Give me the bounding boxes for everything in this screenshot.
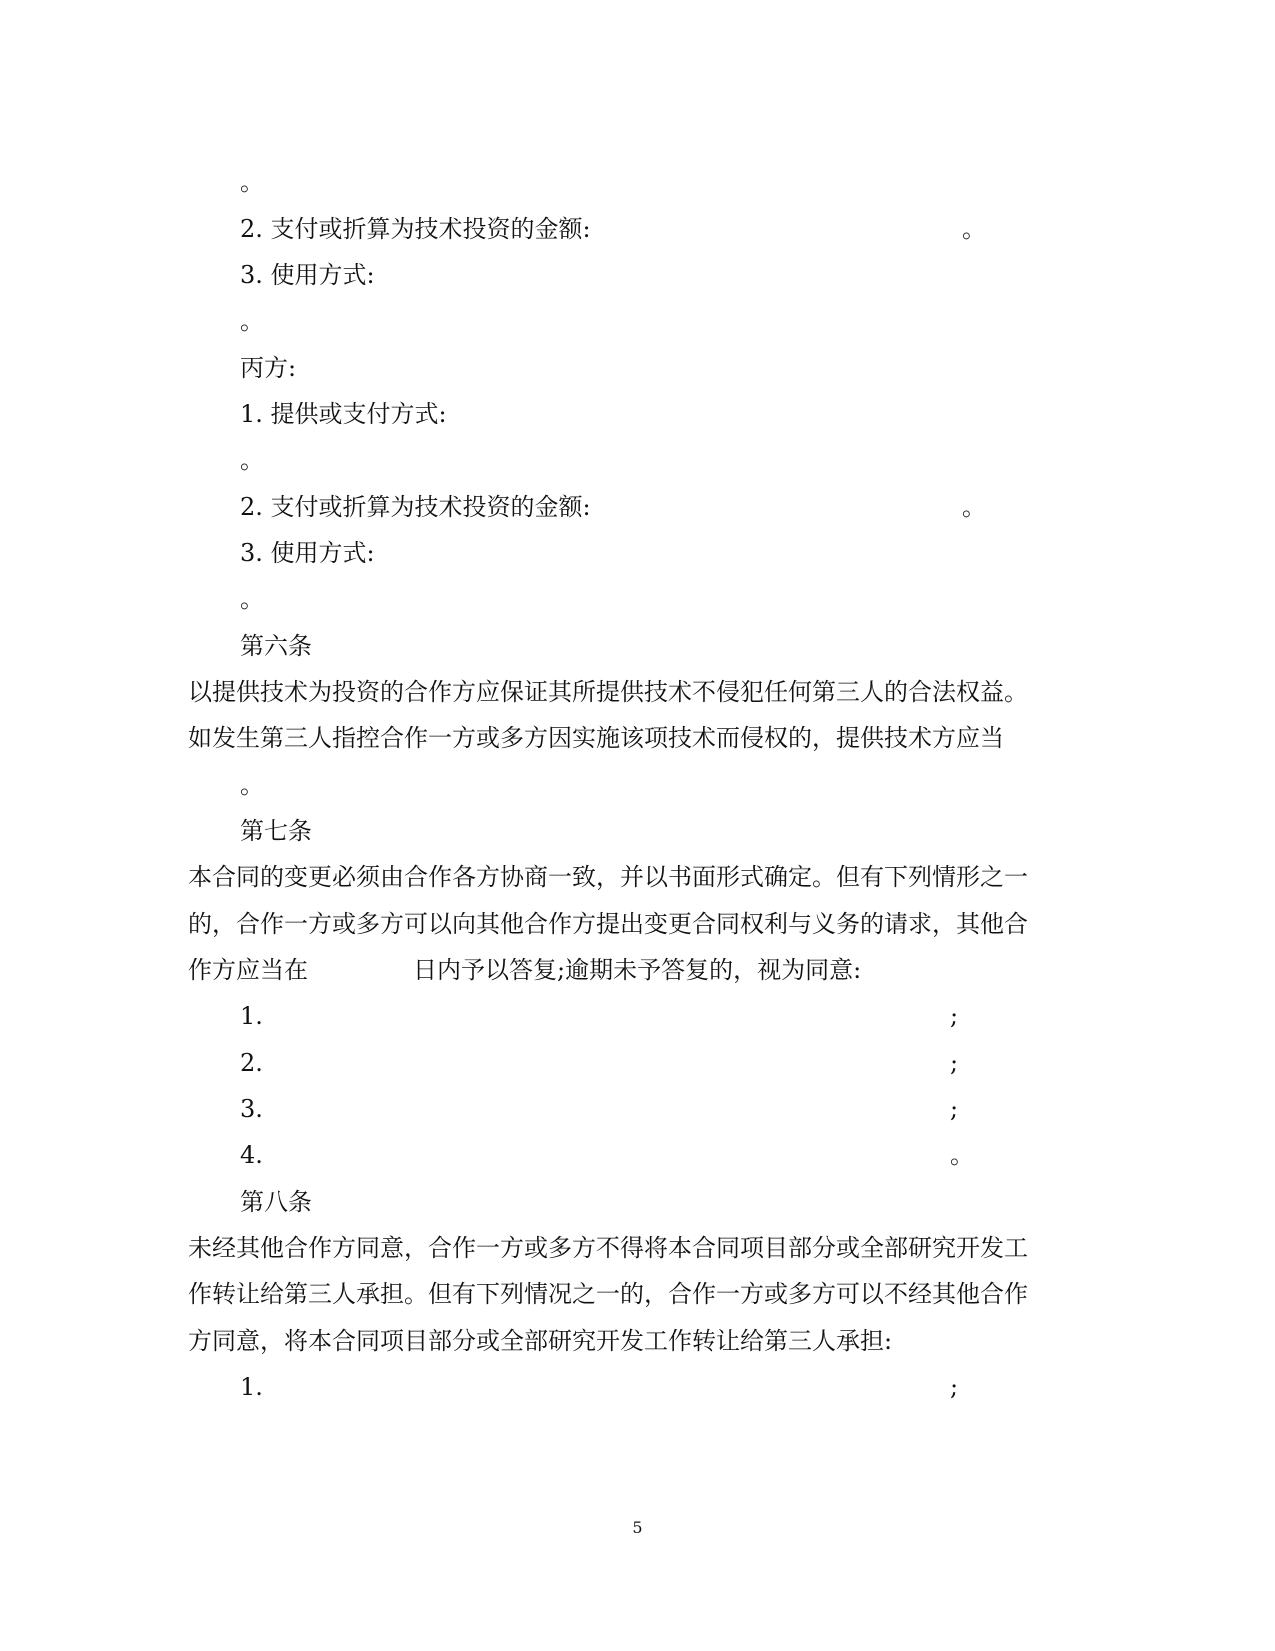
text-line: 3. 使用方式: xyxy=(240,539,375,567)
text-line: 作转让给第三人承担。但有下列情况之一的，合作一方或多方可以不经其他合作 xyxy=(188,1280,1028,1308)
text-line: 3. 使用方式: xyxy=(240,261,375,289)
page-number: 5 xyxy=(632,1518,643,1537)
blank-end-mark: 。 xyxy=(962,215,986,243)
text-line: 作方应当在 xyxy=(188,956,308,984)
text-line: 的，合作一方或多方可以向其他合作方提出变更合同权利与义务的请求，其他合 xyxy=(188,910,1028,938)
text-line: 2. 支付或折算为技术投资的金额: xyxy=(240,215,591,243)
text-line: 。 xyxy=(240,307,264,335)
party-heading: 丙方: xyxy=(240,354,297,382)
article-heading: 第八条 xyxy=(240,1188,312,1216)
article-heading: 第六条 xyxy=(240,632,312,660)
text-line: 1. 提供或支付方式: xyxy=(240,400,447,428)
text-line: 本合同的变更必须由合作各方协商一致，并以书面形式确定。但有下列情形之一 xyxy=(188,863,1028,891)
blank-end-mark: ; xyxy=(950,1095,959,1123)
list-item-number: 2. xyxy=(240,1049,263,1077)
text-line: 未经其他合作方同意，合作一方或多方不得将本合同项目部分或全部研究开发工 xyxy=(188,1234,1028,1262)
text-line: 如发生第三人指控合作一方或多方因实施该项技术而侵权的，提供技术方应当 xyxy=(188,724,1004,752)
text-line: 。 xyxy=(240,585,264,613)
list-item-number: 4. xyxy=(240,1141,263,1169)
blank-end-mark: 。 xyxy=(950,1141,974,1169)
text-line: 日内予以答复;逾期未予答复的，视为同意: xyxy=(413,956,862,984)
article-heading: 第七条 xyxy=(240,817,312,845)
text-line: 。 xyxy=(240,446,264,474)
blank-end-mark: ; xyxy=(950,1049,959,1077)
text-line: 以提供技术为投资的合作方应保证其所提供技术不侵犯任何第三人的合法权益。 xyxy=(188,678,1028,706)
blank-end-mark: ; xyxy=(950,1373,959,1401)
text-line: 2. 支付或折算为技术投资的金额: xyxy=(240,493,591,521)
list-item-number: 3. xyxy=(240,1095,263,1123)
text-line: 方同意，将本合同项目部分或全部研究开发工作转让给第三人承担: xyxy=(188,1327,893,1355)
blank-end-mark: ; xyxy=(950,1002,959,1030)
text-line: 。 xyxy=(240,168,264,196)
blank-end-mark: 。 xyxy=(962,493,986,521)
list-item-number: 1. xyxy=(240,1373,263,1401)
list-item-number: 1. xyxy=(240,1002,263,1030)
text-line: 。 xyxy=(240,771,264,799)
